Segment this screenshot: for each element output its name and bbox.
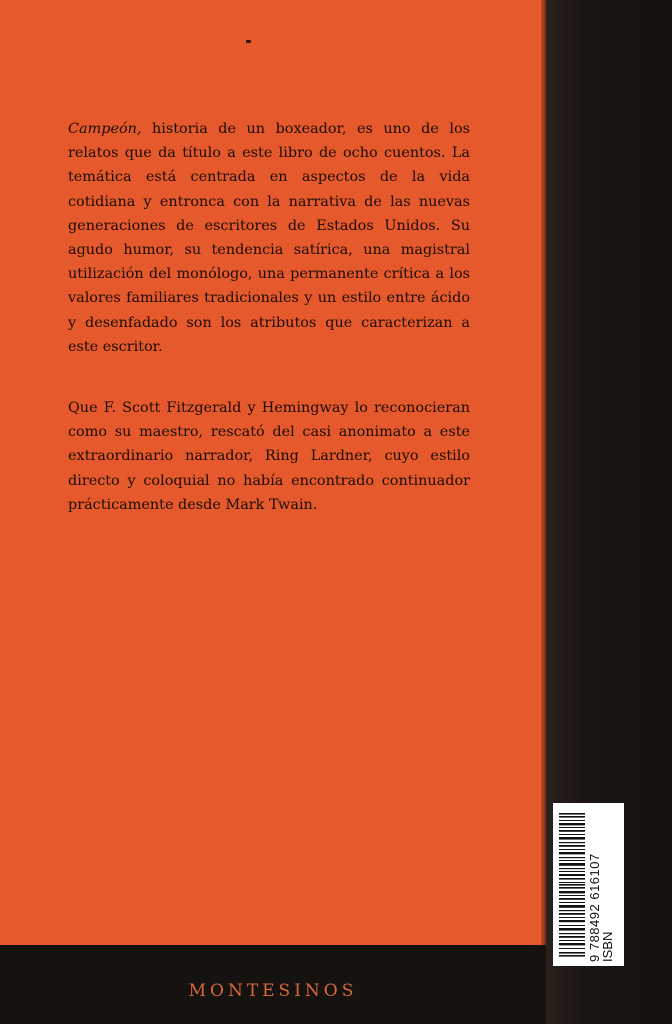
blurb-paragraph-1	[68, 117, 470, 359]
barcode-number: 9 788492 616107	[587, 853, 602, 962]
isbn-label: ISBN	[600, 931, 615, 962]
barcode-label	[553, 803, 624, 966]
book-title: Campeón,	[68, 121, 142, 137]
publisher-name: MONTESINOS	[188, 981, 358, 1001]
cover-speck	[246, 40, 251, 43]
blurb-paragraph-2: Que F. Scott Fitzgerald y Hemingway lo reconocieran como su maestro, rescató del casi anonimato a este extraordinario narrador, Ring Lardner, cuyo estilo directo y coloquial no había encontrado continuador prácticamente desde Mark Twain.	[68, 400, 470, 513]
blurb-paragraph-1-text: historia de un boxeador, es uno de los relatos que da título a este libro de ocho cuentos. La temática está centrada en aspectos de la vida cotidiana y entronca con la narrativa de las nuevas generaciones de escritores de Estados Unidos. Su agudo humor, su tendencia satírica, una magistral utilización del monólogo, una permanente crítica a los valores familiares tradicionales y un estilo entre ácido y desenfadado son los atributos que caracterizan a este escritor.	[68, 121, 470, 355]
